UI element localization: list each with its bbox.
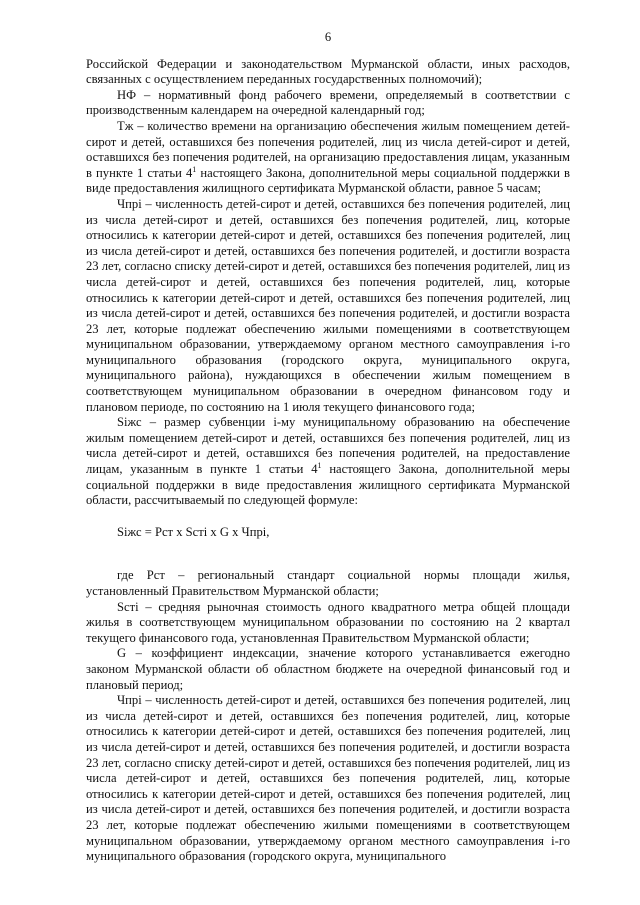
paragraph-text-part: Siжс – размер субвенции i-му муниципальному образованию на обеспечение жилым помещением детей-сирот и детей, оставшихся без попечения родителей, лиц из числа детей-сирот и детей, оставшихся без попечения родителей, на предоставление лицам, указанным в пункте 1 статьи 4 [86, 415, 570, 477]
paragraph-continuation: Российской Федерации и законодательством Мурманской области, иных расходов, связанных с осуществлением переданных государственных полномочий); [86, 56, 570, 87]
paragraph-g-definition: G – коэффициент индексации, значение которого устанавливается ежегодно законом Мурманской области об областном бюджете на очередной финансовый год и плановый период; [86, 646, 570, 692]
paragraph-text-part: настоящего Закона, дополнительной меры социальной поддержки в виде предоставления жилищного сертификата Мурманской области, равное 5 часам; [86, 165, 570, 196]
paragraph-ssti-definition: Sстi – средняя рыночная стоимость одного квадратного метра общей площади жилья в соответствующем муниципальном образовании по состоянию на 2 квартал текущего финансового года, установленная Правительством Мурманской области; [86, 599, 570, 645]
paragraph-sizhs-definition [86, 415, 570, 509]
superscript: 1 [192, 164, 197, 174]
paragraph-rst-definition: где Рст – региональный стандарт социальной нормы площади жилья, установленный Правительством Мурманской области; [86, 568, 570, 598]
paragraph-chpri-definition-repeat: Чпрi – численность детей-сирот и детей, оставшихся без попечения родителей, лиц из числа детей-сирот и детей, оставшихся без попечения родителей, лиц, которые относились к категории детей-сирот и детей, оставшихся без попечения родителей, лиц из числа детей-сирот и детей, оставшихся без попечения родителей, и достигли возраста 23 лет, согласно списку детей-сирот и детей, оставшихся без попечения родителей, лиц из числа детей-сирот и детей, оставшихся без попечения родителей, лиц, которые относились к категории детей-сирот и детей, оставшихся без попечения родителей, лиц из числа детей-сирот и детей, оставшихся без попечения родителей, и достигли возраста 23 лет, которые подлежат обеспечению жилыми помещениями в соответствующем муниципальном образовании, утверждаемому органом местного самоуправления i-го муниципального образования (городского округа, муниципального [86, 693, 570, 864]
paragraph-nf-definition: НФ – нормативный фонд рабочего времени, определяемый в соответствии с производственным календарем на очередной календарный год; [86, 87, 570, 118]
paragraph-text-part: Тж – количество времени на организацию обеспечения жилым помещением детей-сирот и детей, оставшихся без попечения родителей, лиц из числа детей-сирот и детей, оставшихся без попечения родителей, на организацию предоставления лицам, указанным в пункте 1 статьи 4 [86, 118, 570, 180]
superscript: 1 [317, 461, 322, 471]
formula: Siжс = Рст х Sстi х G х Чпрi, [117, 524, 270, 539]
page-number: 6 [324, 30, 332, 44]
paragraph-text-part: настоящего Закона, дополнительной меры социальной поддержки в виде предоставления жилищного сертификата Мурманской области, рассчитываемый по следующей формуле: [86, 462, 570, 508]
paragraph-chpri-definition: Чпрi – численность детей-сирот и детей, оставшихся без попечения родителей, лиц из числа детей-сирот и детей, оставшихся без попечения родителей, лиц, которые относились к категории детей-сирот и детей, оставшихся без попечения родителей, лиц из числа детей-сирот и детей, оставшихся без попечения родителей, и достигли возраста 23 лет, согласно списку детей-сирот и детей, оставшихся без попечения родителей, лиц из числа детей-сирот и детей, оставшихся без попечения родителей, лиц, которые относились к категории детей-сирот и детей, оставшихся без попечения родителей, лиц из числа детей-сирот и детей, оставшихся без попечения родителей, и достигли возраста 23 лет, которые подлежат обеспечению жилыми помещениями в соответствующем муниципальном образовании, утверждаемому органом местного самоуправления i-го муниципального образования (городского округа, муниципального округа, муниципального района), нуждающихся в обеспечении жилым помещением в соответствующем муниципальном образовании в очередном финансовом году и плановом периоде, по состоянию на 1 июля текущего финансового года; [86, 196, 570, 414]
paragraph-tzh-definition [86, 119, 570, 197]
